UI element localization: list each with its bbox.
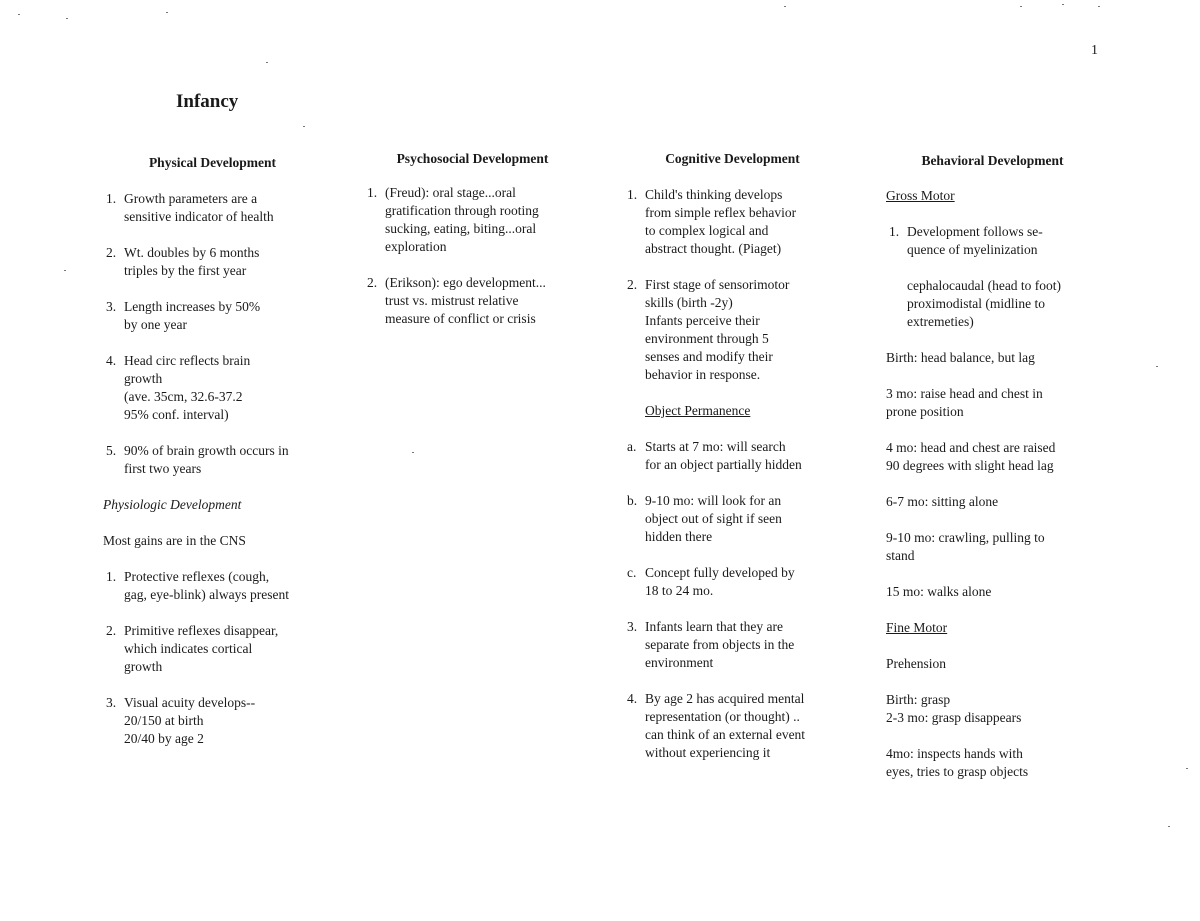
scan-speck xyxy=(166,12,168,13)
behavioral-development-heading: Behavioral Development xyxy=(921,153,1064,168)
cognitive-development-heading: Cognitive Development xyxy=(665,151,800,166)
object-permanence-subheading: Object Permanence xyxy=(645,403,751,418)
milestone: 4mo: inspects hands with eyes, tries to grasp objects xyxy=(886,746,1029,779)
list-item: 2. (Erikson): ego development... trust vs. mistrust relative measure of conflict or crisis xyxy=(367,275,546,326)
milestone: Birth: grasp 2-3 mo: grasp disappears xyxy=(886,692,1022,725)
behavioral-development-column xyxy=(886,187,1116,799)
milestone: Birth: head balance, but lag xyxy=(886,350,1035,365)
list-item: 2. Primitive reflexes disappear, which indicates cortical growth xyxy=(106,623,279,674)
list-item: 4. By age 2 has acquired mental representation (or thought) .. can think of an external event without experiencing it xyxy=(627,691,806,760)
milestone: 9-10 mo: crawling, pulling to stand xyxy=(886,530,1045,563)
scan-speck xyxy=(18,14,20,15)
scan-speck xyxy=(1062,4,1064,5)
list-item: 2. First stage of sensorimotor skills (birth -2y) Infants perceive their environment through 5 senses and modify their behavior in response. xyxy=(627,277,790,382)
list-item: 1. (Freud): oral stage...oral gratification through rooting sucking, eating, biting...oral exploration xyxy=(367,185,539,254)
list-item: 3. Length increases by 50% by one year xyxy=(106,299,261,332)
scan-speck xyxy=(66,18,68,19)
gross-motor-subheading: Gross Motor xyxy=(886,188,955,203)
scan-speck xyxy=(784,6,786,7)
prehension-label: Prehension xyxy=(886,656,946,671)
scan-speck xyxy=(1156,366,1158,367)
list-item: 4. Head circ reflects brain growth (ave. 35cm, 32.6-37.2 95% conf. interval) xyxy=(106,353,251,422)
physiologic-development-subheading: Physiologic Development xyxy=(103,497,242,512)
scan-speck xyxy=(64,270,66,271)
milestone: 3 mo: raise head and chest in prone position xyxy=(886,386,1043,419)
scan-speck xyxy=(1098,6,1100,7)
list-item: c. Concept fully developed by 18 to 24 mo. xyxy=(627,565,795,598)
list-item: 1. Development follows se- quence of myelinization xyxy=(889,224,1043,257)
list-item: 1. Growth parameters are a sensitive indicator of health xyxy=(106,191,274,224)
physical-development-heading: Physical Development xyxy=(148,155,277,170)
list-item: 5. 90% of brain growth occurs in first two years xyxy=(106,443,289,476)
milestone: 15 mo: walks alone xyxy=(886,584,992,599)
scan-speck xyxy=(266,62,268,63)
list-item: 2. Wt. doubles by 6 months triples by the first year xyxy=(106,245,260,278)
milestone: 6-7 mo: sitting alone xyxy=(886,494,999,509)
physical-development-column xyxy=(103,190,333,766)
page-number: 1 xyxy=(1091,43,1098,58)
scan-speck xyxy=(1168,826,1170,827)
fine-motor-subheading: Fine Motor xyxy=(886,620,948,635)
list-item: 1. Protective reflexes (cough, gag, eye-blink) always present xyxy=(106,569,289,602)
list-item: b. 9-10 mo: will look for an object out of sight if seen hidden there xyxy=(627,493,782,544)
list-item: 1. Child's thinking develops from simple reflex behavior to complex logical and abstract thought. (Piaget) xyxy=(627,187,797,256)
psychosocial-development-column xyxy=(364,184,594,346)
physiologic-intro: Most gains are in the CNS xyxy=(103,533,246,548)
cognitive-development-column xyxy=(624,186,864,780)
scan-speck xyxy=(412,452,414,453)
scan-speck xyxy=(1020,6,1022,7)
milestone: 4 mo: head and chest are raised 90 degrees with slight head lag xyxy=(886,440,1056,473)
list-item: 3. Infants learn that they are separate from objects in the environment xyxy=(627,619,795,670)
page-title: Infancy xyxy=(176,91,239,112)
psychosocial-development-heading: Psychosocial Development xyxy=(396,151,549,166)
scan-speck xyxy=(1186,768,1188,769)
scan-speck xyxy=(303,126,305,127)
development-pattern: cephalocaudal (head to foot) proximodistal (midline to extremeties) xyxy=(907,278,1062,329)
list-item: a. Starts at 7 mo: will search for an object partially hidden xyxy=(627,439,802,472)
list-item: 3. Visual acuity develops-- 20/150 at birth 20/40 by age 2 xyxy=(106,695,256,746)
